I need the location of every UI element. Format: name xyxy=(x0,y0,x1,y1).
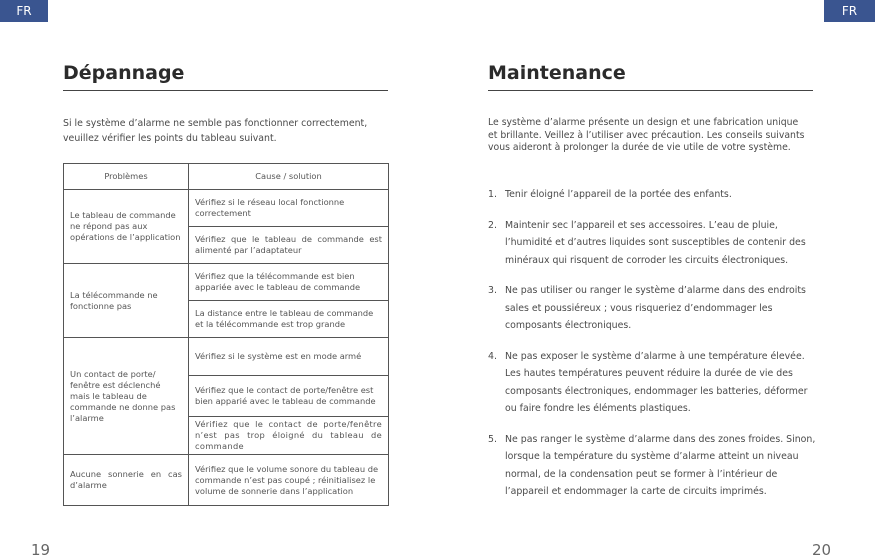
step-text: Maintenir sec l’appareil et ses accessoires. L’eau de pluie, l’humidité et d’autres liquides sont susceptibles de contenir des minéraux qui risquent de corroder les circuits électroniques. xyxy=(505,219,806,266)
step-number: 3. xyxy=(488,285,497,296)
list-item xyxy=(488,431,818,501)
table-row xyxy=(64,190,389,227)
title-divider-left xyxy=(63,90,388,91)
language-tag-left: FR xyxy=(0,0,48,22)
list-item xyxy=(488,186,818,204)
problem-cell: Aucune sonnerie en cas d’alarme xyxy=(64,455,189,506)
step-text: Ne pas utiliser ou ranger le système d’alarme dans des endroits sales et poussiéreux ; vous risqueriez d’endommager les composants électroniques. xyxy=(505,285,806,331)
solution-cell: Vérifiez si le réseau local fonctionne correctement xyxy=(189,190,389,227)
solution-cell: Vérifiez que le volume sonore du tableau de commande n’est pas coupé ; réinitialisez le volume de sonnerie dans l’application xyxy=(189,455,389,506)
page-title-troubleshooting: Dépannage xyxy=(63,62,185,84)
step-text: Tenir éloigné l’appareil de la portée des enfants. xyxy=(505,189,732,200)
column-header-cause-solution: Cause / solution xyxy=(189,164,389,190)
step-number: 5. xyxy=(488,433,497,445)
problem-cell: Un contact de porte/ fenêtre est déclenché mais le tableau de commande ne donne pas l’alarme xyxy=(64,338,189,455)
troubleshooting-intro: Si le système d’alarme ne semble pas fonctionner correctement, veuillez vérifier les points du tableau suivant. xyxy=(63,118,368,144)
problem-cell: Le tableau de commande ne répond pas aux opérations de l’application xyxy=(64,190,189,264)
solution-cell: La distance entre le tableau de commande et la télécommande est trop grande xyxy=(189,301,389,338)
table-header-row xyxy=(64,164,389,190)
solution-cell: Vérifiez que la télécommande est bien appariée avec le tableau de commande xyxy=(189,264,389,301)
step-number: 2. xyxy=(488,219,497,231)
column-header-problems: Problèmes xyxy=(64,164,189,190)
list-item xyxy=(488,217,818,270)
page-number-left: 19 xyxy=(31,541,51,559)
page-title-maintenance: Maintenance xyxy=(488,62,626,84)
list-item xyxy=(488,348,818,418)
page-number-right: 20 xyxy=(812,541,832,559)
list-item xyxy=(488,282,818,335)
troubleshooting-table xyxy=(63,163,389,506)
step-number: 4. xyxy=(488,350,497,362)
solution-cell: Vérifiez que le contact de porte/fenêtre n’est pas trop éloigné du tableau de commande xyxy=(189,417,389,455)
solution-cell: Vérifiez que le contact de porte/fenêtre est bien apparié avec le tableau de commande xyxy=(189,376,389,417)
maintenance-intro: Le système d’alarme présente un design et une fabrication unique et brillante. Veillez à l’utiliser avec précaution. Les conseils suivants vous aideront à prolonger la durée de vie utile de votre système. xyxy=(488,117,805,153)
solution-cell: Vérifiez si le système est en mode armé xyxy=(189,338,389,376)
table-row xyxy=(64,264,389,301)
table-row xyxy=(64,455,389,506)
step-number: 1. xyxy=(488,189,497,200)
language-tag-right: FR xyxy=(824,0,875,22)
table-row xyxy=(64,338,389,376)
solution-cell: Vérifiez que le tableau de commande est alimenté par l’adaptateur xyxy=(189,227,389,264)
maintenance-steps xyxy=(488,186,818,514)
step-text: Ne pas ranger le système d’alarme dans des zones froides. Sinon, lorsque la température du système d’alarme atteint un niveau normal, de la condensation peut se former à l’intérieur de l’appareil et endommager la carte de circuits imprimés. xyxy=(505,433,816,497)
step-text: Ne pas exposer le système d’alarme à une température élevée. Les hautes températures peuvent réduire la durée de vie des composants électroniques, endommager les batteries, déformer ou faire fondre les éléments plastiques. xyxy=(505,350,808,414)
problem-cell: La télécommande ne fonctionne pas xyxy=(64,264,189,338)
title-divider-right xyxy=(488,90,813,91)
